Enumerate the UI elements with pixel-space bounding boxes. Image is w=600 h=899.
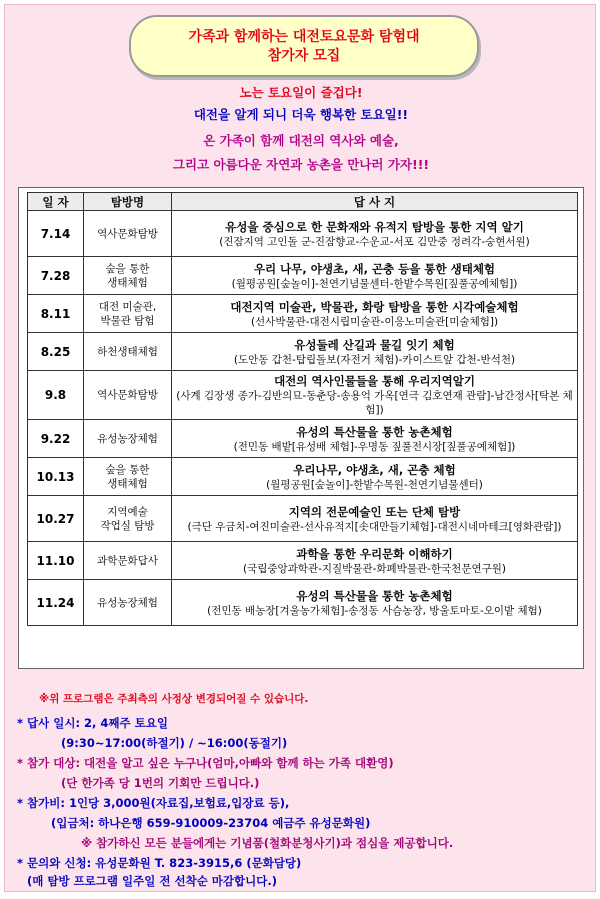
contact-line-1: * 문의와 신청: 유성문화원 T. 823-3915,6 (문화담당): [17, 856, 302, 870]
row-detail-title: 과학을 통한 우리문화 이해하기: [296, 546, 453, 561]
row-detail-places: (선사박물관-대전시립미술관-이응노미술관[미술체험]): [250, 315, 499, 328]
target-line-2: (단 한가족 당 1번의 기회만 드립니다.): [61, 776, 260, 790]
row-program: [84, 333, 172, 371]
row-date: 7.14: [28, 211, 84, 257]
fee-line-1: * 참가비: 1인당 3,000원(자료집,보험료,입장료 등),: [17, 796, 290, 810]
schedule-row: [28, 371, 578, 420]
row-date: 9.22: [28, 420, 84, 458]
row-date: 7.28: [28, 257, 84, 295]
row-detail-places: (월평공원[숲놀이]-천연기념물센터-한밭수목원[짚풀공예체험]): [231, 277, 518, 290]
row-detail-title: 대전의 역사인물들을 통해 우리지역알기: [274, 374, 475, 388]
row-detail: [172, 542, 578, 580]
schedule-row: [28, 496, 578, 542]
row-detail-places: (진잠지역 고인돌 군-진잠향교-수운교-서포 김만중 정려각-숭현서원): [219, 235, 530, 248]
row-program: [84, 542, 172, 580]
intro-line-1: 노는 토요일이 즐겁다!: [239, 85, 363, 100]
row-program-line-1: 유성농장체험: [97, 596, 158, 609]
row-detail-places: (월평공원[숲놀이]-한밭수목원-천연기념물센터): [266, 478, 483, 491]
row-detail: [172, 458, 578, 496]
row-detail-title: 유성을 중심으로 한 문화재와 유적지 탐방을 통한 지역 알기: [225, 219, 524, 234]
title-line-1: 가족과 함께하는 대전토요문화 탐험대: [188, 29, 420, 45]
row-program-line-1: 숲을 통한: [105, 463, 150, 476]
schedule-row: [28, 458, 578, 496]
row-detail-places: (도안동 갑천-탑립돌보(자전거 체험)-카이스트앞 갑천-반석천): [233, 353, 516, 366]
row-detail-places: (전민동 배밭[유성배 체험]-우명동 짚풀전시장[짚풀공예체험]): [233, 440, 516, 453]
schedule-header-row: [28, 193, 578, 211]
row-program-line-1: 유성농장체험: [97, 432, 158, 445]
schedule-row: [28, 257, 578, 295]
header-date: 일 자: [28, 193, 84, 211]
title-line-2: 참가자 모집: [267, 48, 341, 64]
row-program: [84, 257, 172, 295]
date-line-2: (9:30~17:00(하절기) / ~16:00(동절기): [61, 736, 288, 750]
row-program: [84, 496, 172, 542]
row-date: 10.27: [28, 496, 84, 542]
row-detail-title: 유성둘레 산길과 물길 잇기 체험: [294, 337, 455, 352]
intro-line-4: 그리고 아름다운 자연과 농촌을 만나러 가자!!!: [172, 157, 430, 172]
row-program-line-2: 박물관 탐험: [100, 314, 155, 327]
row-program: [84, 420, 172, 458]
row-program-line-2: 생태체험: [107, 477, 148, 490]
row-date: 11.24: [28, 580, 84, 626]
intro-line-2: 대전을 알게 되니 더욱 행복한 토요일!!: [193, 107, 409, 122]
page-frame: [4, 4, 596, 892]
row-program-line-1: 숲을 통한: [105, 262, 150, 275]
title-banner: [129, 15, 479, 77]
intro-line-3: 온 가족이 함께 대전의 역사와 예술,: [203, 133, 399, 148]
row-program-line-1: 지역예술: [107, 505, 148, 518]
row-detail: [172, 295, 578, 333]
row-program: [84, 371, 172, 420]
schedule-panel: [18, 187, 584, 669]
row-date: 11.10: [28, 542, 84, 580]
row-detail: [172, 211, 578, 257]
row-date: 9.8: [28, 371, 84, 420]
row-detail-title: 우리 나무, 야생초, 새, 곤충 등을 통한 생태체험: [253, 261, 496, 276]
row-detail: [172, 257, 578, 295]
target-line-1: * 참가 대상: 대전을 알고 싶은 누구나(엄마,아빠와 함께 하는 가족 대환영): [17, 756, 394, 770]
schedule-row: [28, 420, 578, 458]
row-program-line-2: 작업실 탐방: [100, 519, 155, 532]
row-detail-title: 지역의 전문예술인 또는 단체 탐방: [288, 504, 461, 519]
row-detail: [172, 580, 578, 626]
row-program-line-1: 역사문화탐방: [97, 227, 158, 240]
header-detail: 답 사 지: [172, 193, 578, 211]
header-program: 탐방명: [84, 193, 172, 211]
fee-line-2: (입금처: 하나은행 659-910009-23704 예금주 유성문화원): [51, 816, 371, 830]
schedule-row: [28, 542, 578, 580]
row-detail: [172, 371, 578, 420]
schedule-row: [28, 211, 578, 257]
row-detail-places: (사계 김장생 종가-김반의묘-동춘당-송용억 가옥[연극 김호연재 관람]-남간정사[탁본 체험]): [176, 390, 573, 416]
row-detail-title: 유성의 특산물을 통한 농촌체험: [296, 588, 453, 603]
schedule-table: [27, 192, 578, 626]
row-detail: [172, 420, 578, 458]
schedule-row: [28, 295, 578, 333]
row-program: [84, 211, 172, 257]
row-detail: [172, 333, 578, 371]
row-program: [84, 458, 172, 496]
row-program-line-1: 하천생태체험: [97, 345, 158, 358]
row-program: [84, 580, 172, 626]
row-detail: [172, 496, 578, 542]
fee-line-3: ※ 참가하신 모든 분들에게는 기념품(철화분청사기)과 점심을 제공합니다.: [81, 836, 454, 850]
row-program: [84, 295, 172, 333]
row-date: 8.25: [28, 333, 84, 371]
row-program-line-1: 과학문화답사: [97, 554, 158, 567]
row-date: 8.11: [28, 295, 84, 333]
contact-line-2: (매 탐방 프로그램 일주일 전 선착순 마감합니다.): [27, 874, 277, 888]
row-program-line-1: 대전 미술관,: [98, 300, 157, 313]
row-detail-title: 우리나무, 야생초, 새, 곤충 체험: [293, 462, 456, 477]
row-detail-places: (국립중앙과학관-지질박물관-화폐박물관-한국천문연구원): [243, 562, 506, 575]
row-date: 10.13: [28, 458, 84, 496]
row-program-line-1: 역사문화탐방: [97, 389, 158, 401]
row-detail-places: (전민동 배농장[겨울농가체험]-송정동 사슴농장, 방울토마토-오이밭 체험): [207, 604, 542, 617]
row-detail-title: 유성의 특산물을 통한 농촌체험: [296, 424, 453, 439]
date-line-1: * 답사 일시: 2, 4째주 토요일: [17, 716, 168, 730]
schedule-row: [28, 580, 578, 626]
row-detail-places: (극단 우금치-여진미술관-선사유적지[솟대만들기체험]-대전시네마테크[영화관람]): [187, 520, 562, 533]
schedule-row: [28, 333, 578, 371]
row-program-line-2: 생태체험: [107, 276, 148, 289]
change-notice: ※위 프로그램은 주최측의 사정상 변경되어질 수 있습니다.: [39, 693, 309, 705]
row-detail-title: 대전지역 미술관, 박물관, 화랑 탐방을 통한 시각예술체험: [230, 299, 519, 314]
